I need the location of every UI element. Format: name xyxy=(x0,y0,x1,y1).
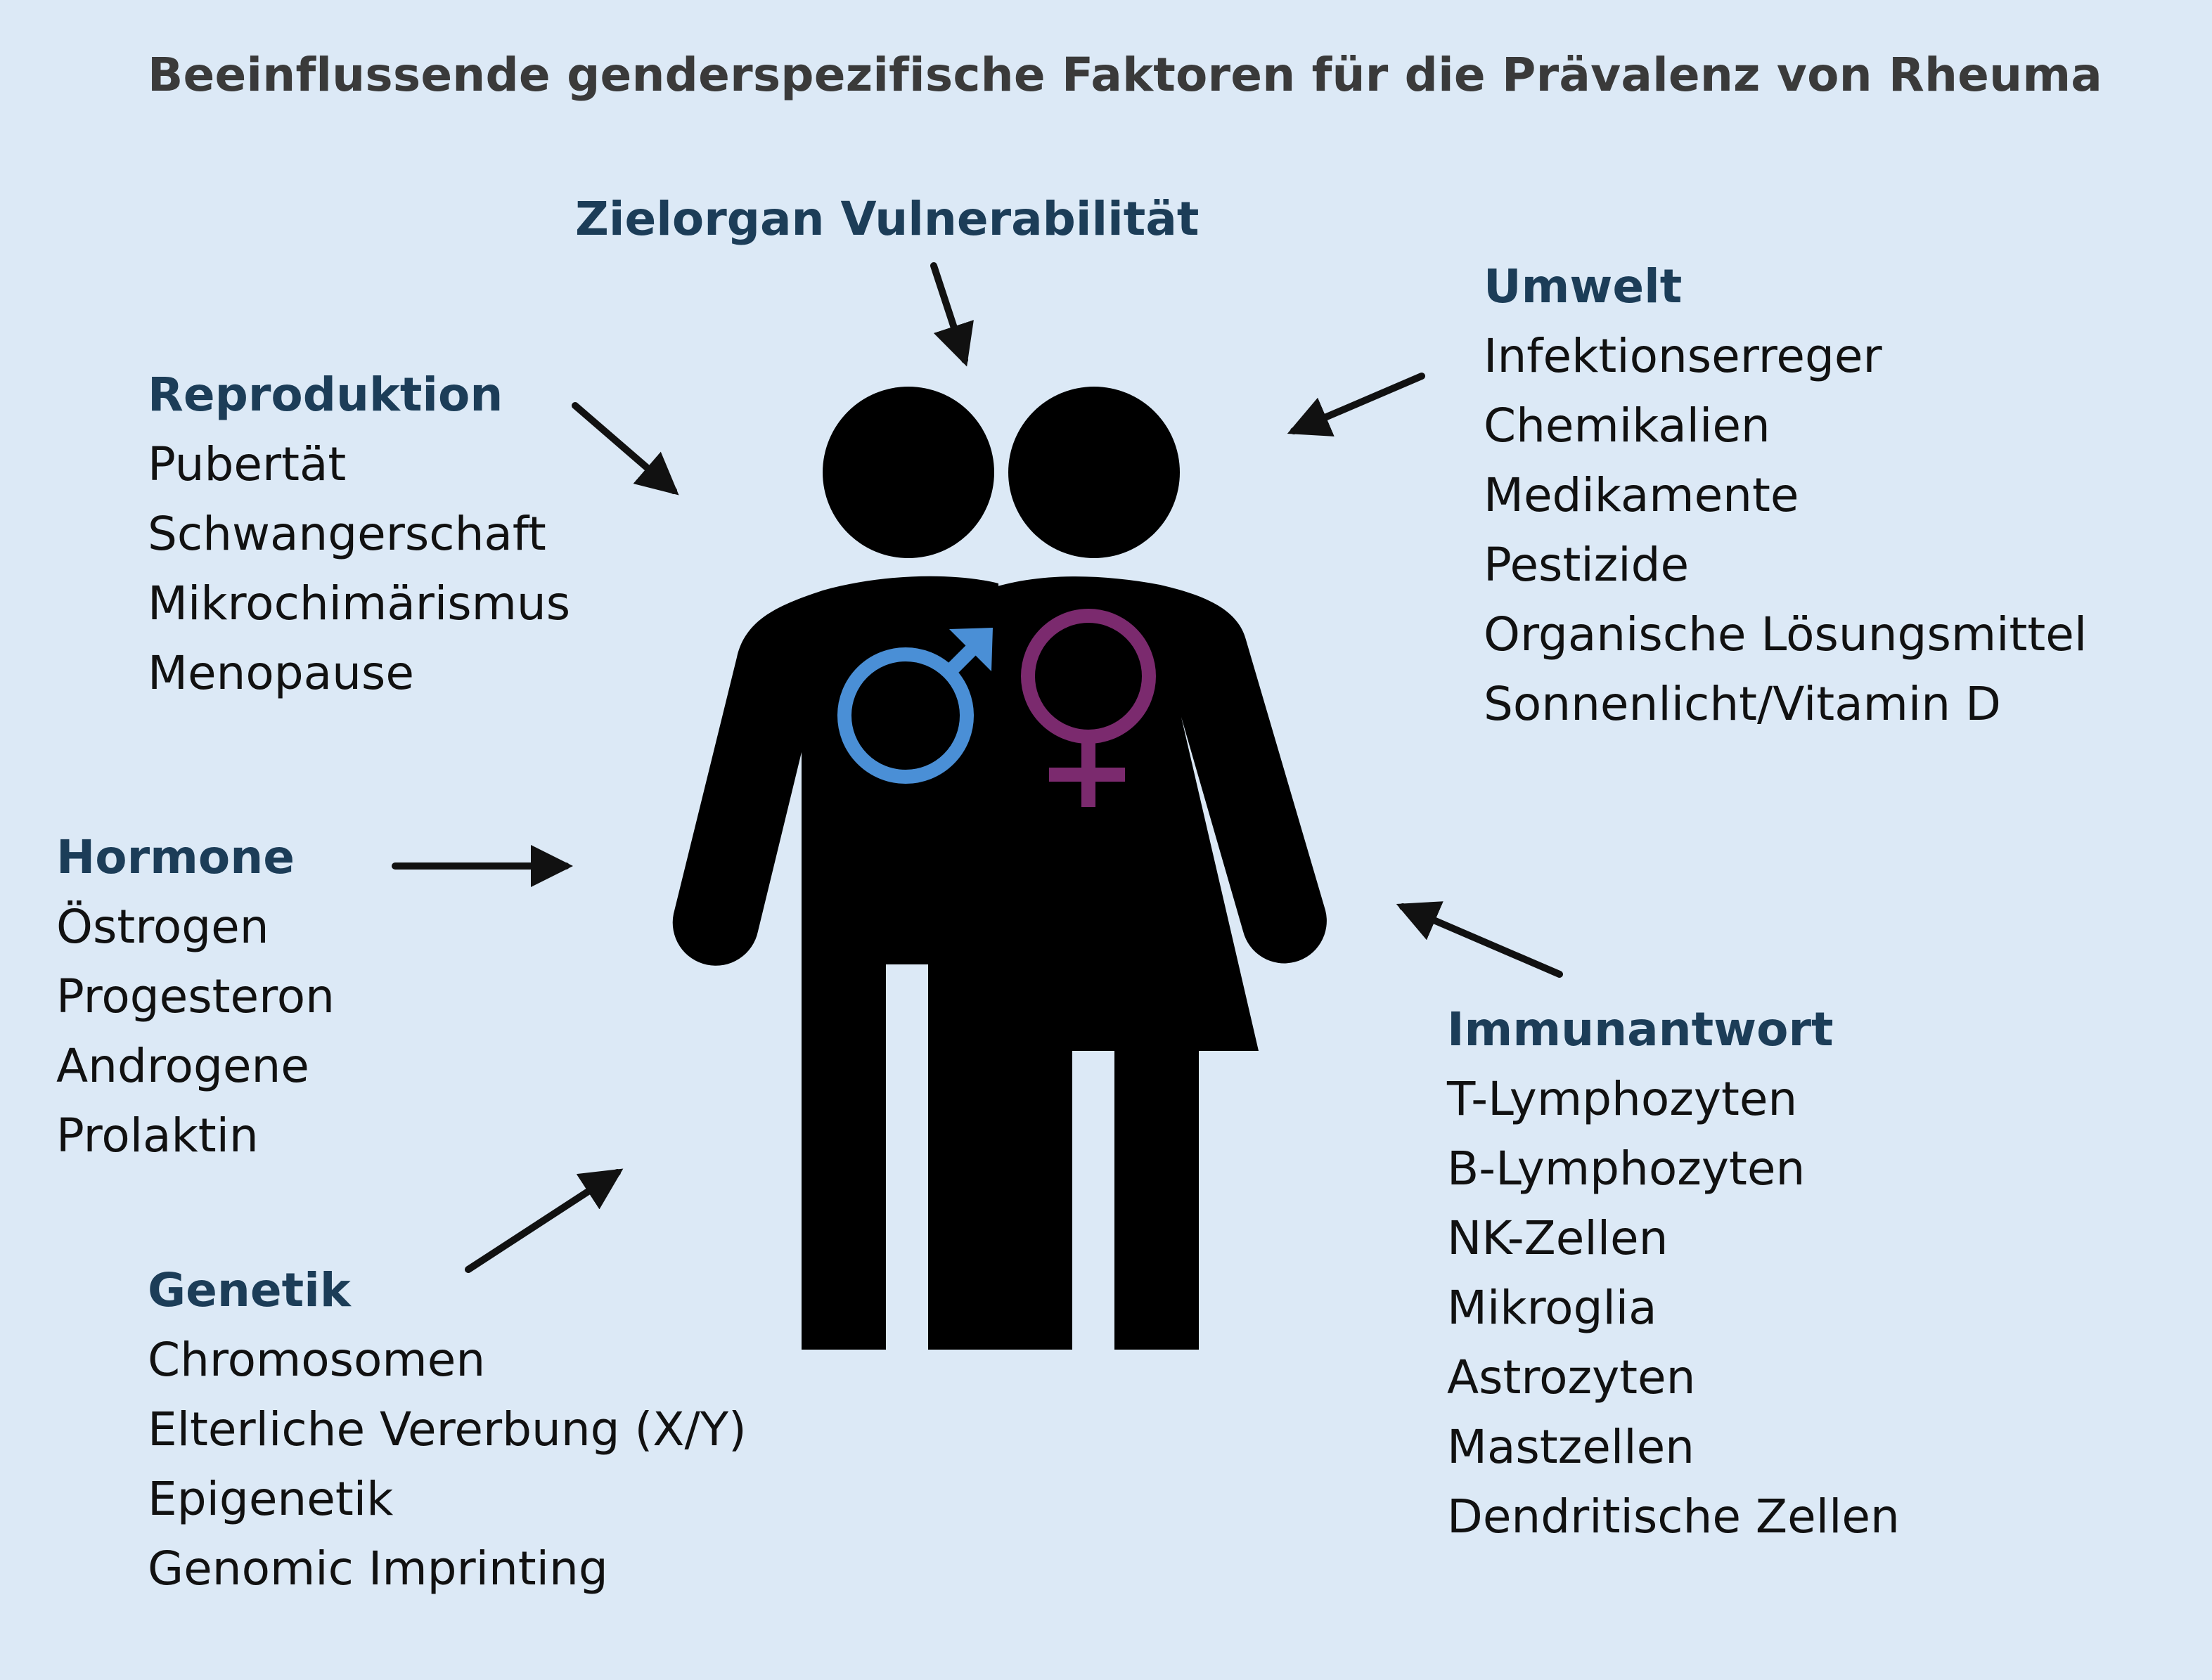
factor-item: Infektionserreger xyxy=(1484,329,1882,383)
male-body xyxy=(673,576,998,1350)
factor-item: B-Lymphozyten xyxy=(1447,1142,1806,1196)
male-head xyxy=(823,387,994,558)
page-title: Beeinflussende genderspezifische Faktoren für die Prävalenz von Rheuma xyxy=(148,48,2103,102)
factor-item: Chemikalien xyxy=(1484,399,1770,453)
factor-umwelt xyxy=(1484,252,2087,739)
factor-heading: Immunantwort xyxy=(1447,1002,1834,1057)
factor-heading: Zielorgan Vulnerabilität xyxy=(575,192,1200,246)
factor-reproduktion xyxy=(148,360,570,708)
factor-heading: Umwelt xyxy=(1484,259,1683,314)
factor-item: Östrogen xyxy=(56,900,269,954)
factor-heading: Hormone xyxy=(56,830,295,884)
factor-item: T-Lymphozyten xyxy=(1447,1072,1798,1126)
factor-zielorgan xyxy=(575,184,1199,254)
factor-item: NK-Zellen xyxy=(1447,1211,1668,1265)
factor-item: Medikamente xyxy=(1484,468,1799,522)
factor-item: Sonnenlicht/Vitamin D xyxy=(1484,677,2001,731)
factor-item: Epigenetik xyxy=(148,1472,394,1526)
factor-item: Prolaktin xyxy=(56,1109,259,1163)
arrow-umwelt xyxy=(1294,376,1422,431)
female-head xyxy=(1008,387,1180,558)
factor-item: Dendritische Zellen xyxy=(1447,1490,1900,1544)
factor-item: Mastzellen xyxy=(1447,1420,1695,1474)
factor-heading: Reproduktion xyxy=(148,368,503,422)
factor-item: Progesteron xyxy=(56,969,335,1023)
arrow-zielorgan xyxy=(934,266,965,360)
factor-item: Astrozyten xyxy=(1447,1350,1696,1404)
arrow-reproduktion xyxy=(575,406,674,491)
factor-item: Organische Lösungsmittel xyxy=(1484,607,2088,661)
factor-item: Menopause xyxy=(148,646,414,700)
arrow-immunantwort xyxy=(1403,907,1560,974)
factor-item: Mikrochimärismus xyxy=(148,576,571,631)
factor-item: Androgene xyxy=(56,1039,309,1093)
factor-item: Pestizide xyxy=(1484,538,1690,592)
factor-item: Schwangerschaft xyxy=(148,507,546,561)
factor-immunantwort xyxy=(1447,995,1900,1551)
factor-hormone xyxy=(56,822,335,1170)
factor-item: Mikroglia xyxy=(1447,1281,1657,1335)
factor-item: Pubertät xyxy=(148,437,347,491)
factor-heading: Genetik xyxy=(148,1263,351,1317)
factor-item: Genomic Imprinting xyxy=(148,1542,608,1596)
factor-item: Chromosomen xyxy=(148,1333,486,1387)
factor-item: Elterliche Vererbung (X/Y) xyxy=(148,1402,747,1456)
factor-genetik xyxy=(148,1255,747,1603)
